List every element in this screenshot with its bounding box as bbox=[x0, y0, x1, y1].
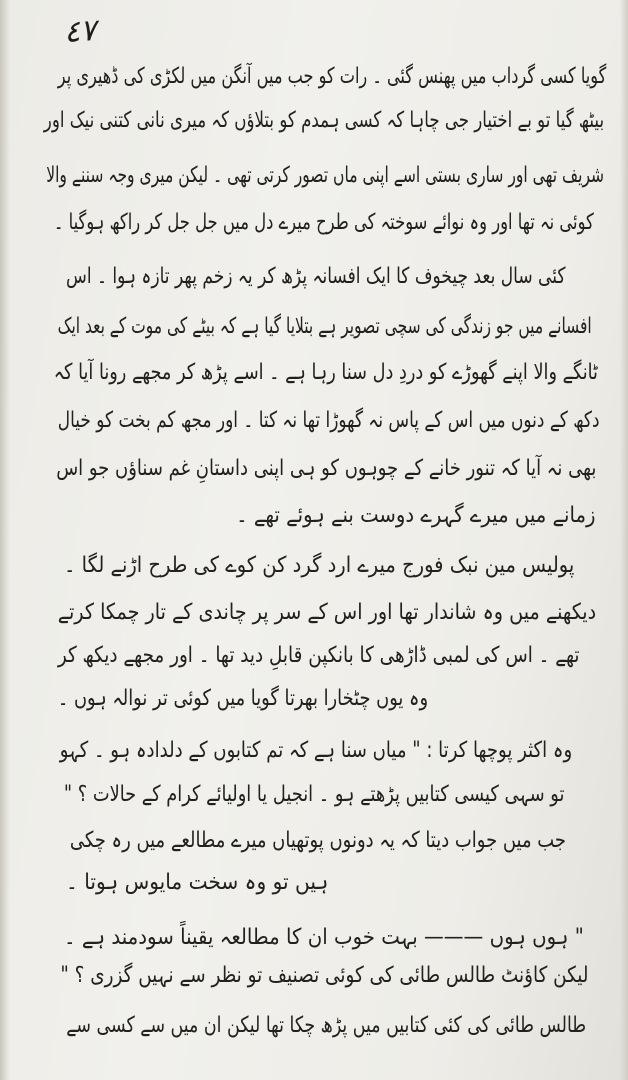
text-line-3: شریف تھی اور ساری بستی اسے اپنی ماں تصور کرتی تھی ۔ لیکن میری وجہ سننے والا bbox=[46, 163, 604, 188]
text-line-19: " ہوں ہوں ——— بہت خوب ان کا مطالعہ یقیناً سودمند ہے ۔ bbox=[64, 925, 584, 950]
text-line-7: ٹانگے والا اپنے گھوڑے کو دردِ دل سنا رہا ہے ۔ اسے پڑھ کر مجھے رونا آیا کہ bbox=[53, 360, 598, 385]
text-line-17: جب میں جواب دیتا کہ یہ دونوں پوتھیاں میرے مطالعے میں رہ چکی bbox=[69, 828, 566, 853]
text-line-13: تھے ۔ اس کی لمبی ڈاڑھی کا بانکپن قابلِ دید تھا ۔ اور مجھے دیکھ کر bbox=[58, 643, 580, 668]
text-line-4: کوئی نہ تھا اور وہ نوائے سوختہ کی طرح میرے دل میں جل جل کر راکھ ہوگیا ۔ bbox=[53, 210, 594, 235]
text-line-10: زمانے میں میرے گہرے دوست بنے ہوئے تھے ۔ bbox=[236, 503, 596, 528]
text-line-6: افسانے میں جو زندگی کی سچی تصویر ہے بتلایا گیا ہے کہ بیٹے کی موت کے بعد ایک bbox=[57, 314, 592, 339]
text-line-16: تو سہی کیسی کتابیں پڑھتے ہو ۔ انجیل یا اولیائے کرام کے حالات ؟ " bbox=[63, 782, 564, 807]
text-line-12: دیکھنے میں وہ شاندار تھا اور اس کے سر پر چاندی کے تار چمکا کرتے bbox=[57, 600, 596, 625]
text-line-18: ہیں تو وہ سخت مایوس ہوتا ۔ bbox=[65, 870, 328, 895]
text-line-11: پولیس مین نبک فورج میرے ارد گرد کن کوے کی طرح اڑنے لگا ۔ bbox=[63, 553, 574, 578]
text-line-14: وہ یوں چٹخارا بھرتا گویا میں کوئی تر نوالہ ہوں ۔ bbox=[57, 686, 428, 711]
text-line-5: کئی سال بعد چیخوف کا ایک افسانہ پڑھ کر یہ زخم پھر تازہ ہوا ۔ اس bbox=[66, 264, 566, 289]
page-number: ٤٧ bbox=[62, 12, 98, 51]
text-line-8: دکھ کے دنوں میں اس کے پاس نہ گھوڑا تھا نہ کتا ۔ اور مجھ کم بخت کو خیال bbox=[58, 408, 600, 433]
page-edge-shadow-right bbox=[620, 0, 628, 1080]
text-line-2: بیٹھ گیا تو بے اختیار جی چاہا کہ کسی ہمدم کو بتلاؤں کہ میری نانی کتنی نیک اور bbox=[43, 108, 604, 133]
text-line-1: گویا کسی گرداب میں پھنس گئی ۔ رات کو جب میں آنگن میں لکڑی کی ڈھیری پر bbox=[57, 64, 606, 89]
text-line-15: وہ اکثر پوچھا کرتا : " میاں سنا ہے کہ تم کتابوں کے دلدادہ ہو ۔ کہو bbox=[59, 738, 572, 763]
text-line-9: بھی نہ آیا کہ تنور خانے کے چوہوں کو ہی اپنی داستانِ غم سناؤں جو اس bbox=[55, 456, 596, 481]
text-line-21: طالس طائی کی کئی کتابیں میں پڑھ چکا تھا لیکن ان میں سے کسی سے bbox=[66, 1013, 586, 1038]
text-line-20: لیکن کاؤنٹ طالس طائی کی کوئی تصنیف تو نظر سے نہیں گزری ؟ " bbox=[59, 963, 588, 988]
page-edge-shadow-left bbox=[0, 0, 10, 1080]
